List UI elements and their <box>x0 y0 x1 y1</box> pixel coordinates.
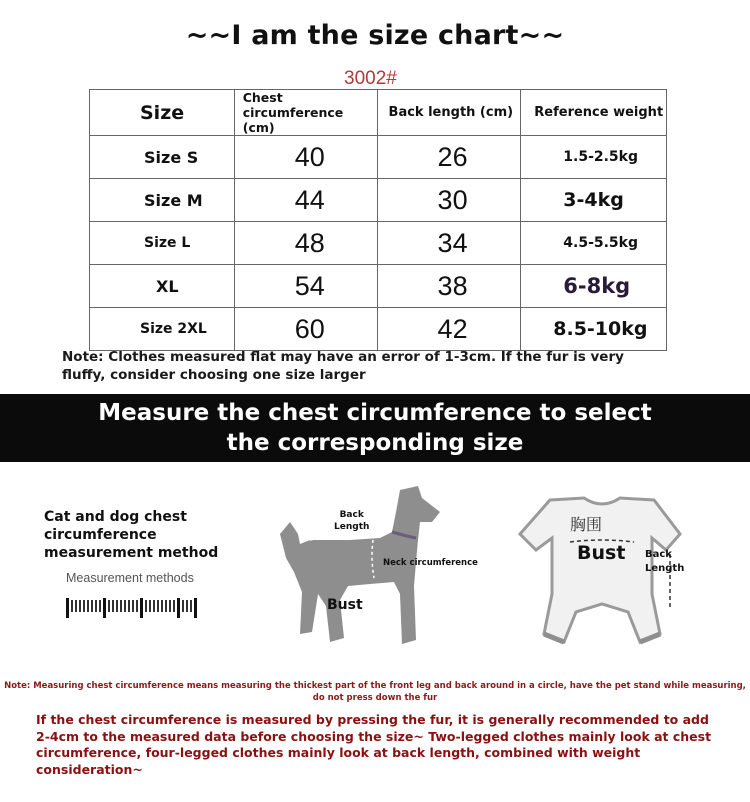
dog-bust-label: Bust <box>327 597 363 613</box>
size-cell: Size S <box>90 136 235 179</box>
header-chest: Chest circumference (cm) <box>234 90 377 136</box>
banner-line-1: Measure the chest circumference to select <box>98 400 652 426</box>
header-size: Size <box>90 90 235 136</box>
method-line-2: circumference <box>44 527 157 543</box>
table-row <box>90 222 667 265</box>
table-header-row <box>90 90 667 136</box>
dog-back-length-label: Back Length <box>334 510 370 532</box>
back-cell: 42 <box>377 308 521 351</box>
chest-cell: 54 <box>234 265 377 308</box>
note-measure-method: Note: Measuring chest circumference means measuring the thickest part of the front leg and back around in a circle, have the pet stand while measuring, do not press down the fur <box>4 681 746 703</box>
header-reference-weight: Reference weight <box>521 90 667 136</box>
note-flat-measure: Note: Clothes measured flat may have an error of 1-3cm. If the fur is very fluffy, consider choosing one size larger <box>62 349 624 383</box>
chest-cell: 40 <box>234 136 377 179</box>
size-cell: Size M <box>90 179 235 222</box>
table-row <box>90 265 667 308</box>
weight-cell: 6-8kg <box>521 265 667 308</box>
shirt-bust-label: Bust <box>577 542 626 564</box>
banner-line-2: the corresponding size <box>226 430 524 456</box>
chest-cell: 48 <box>234 222 377 265</box>
back-cell: 34 <box>377 222 521 265</box>
dog-neck-label: Neck circumference <box>383 558 478 568</box>
chest-cell: 60 <box>234 308 377 351</box>
product-code: 3002# <box>344 68 397 89</box>
table-row <box>90 308 667 351</box>
weight-cell: 4.5-5.5kg <box>521 222 667 265</box>
chest-cell: 44 <box>234 179 377 222</box>
method-heading <box>44 508 218 562</box>
weight-cell: 8.5-10kg <box>521 308 667 351</box>
size-cell: Size L <box>90 222 235 265</box>
back-cell: 30 <box>377 179 521 222</box>
measure-banner <box>0 394 750 462</box>
measurement-methods-caption: Measurement methods <box>66 571 194 585</box>
page-title: ~~I am the size chart~~ <box>185 20 565 51</box>
shirt-back-length-label: Back Length <box>645 549 685 574</box>
size-cell: XL <box>90 265 235 308</box>
table-row <box>90 136 667 179</box>
note-fur-recommendation: If the chest circumference is measured by pressing the fur, it is generally recommended to add 2-4cm to the measured data before choosing the size~ Two-legged clothes mainly look at chest circumference, four-legged clothes mainly look at back length, combined with weight consideration~ <box>36 712 712 777</box>
table-row <box>90 179 667 222</box>
size-cell: Size 2XL <box>90 308 235 351</box>
tape-measure-icon <box>66 594 200 620</box>
header-back-length: Back length (cm) <box>377 90 521 136</box>
back-cell: 38 <box>377 265 521 308</box>
method-line-3: measurement method <box>44 545 219 561</box>
weight-cell: 3-4kg <box>521 179 667 222</box>
weight-cell: 1.5-2.5kg <box>521 136 667 179</box>
back-cell: 26 <box>377 136 521 179</box>
method-line-1: Cat and dog chest <box>44 509 187 525</box>
size-table <box>89 89 667 351</box>
shirt-chinese-label: 胸围 <box>570 515 603 534</box>
